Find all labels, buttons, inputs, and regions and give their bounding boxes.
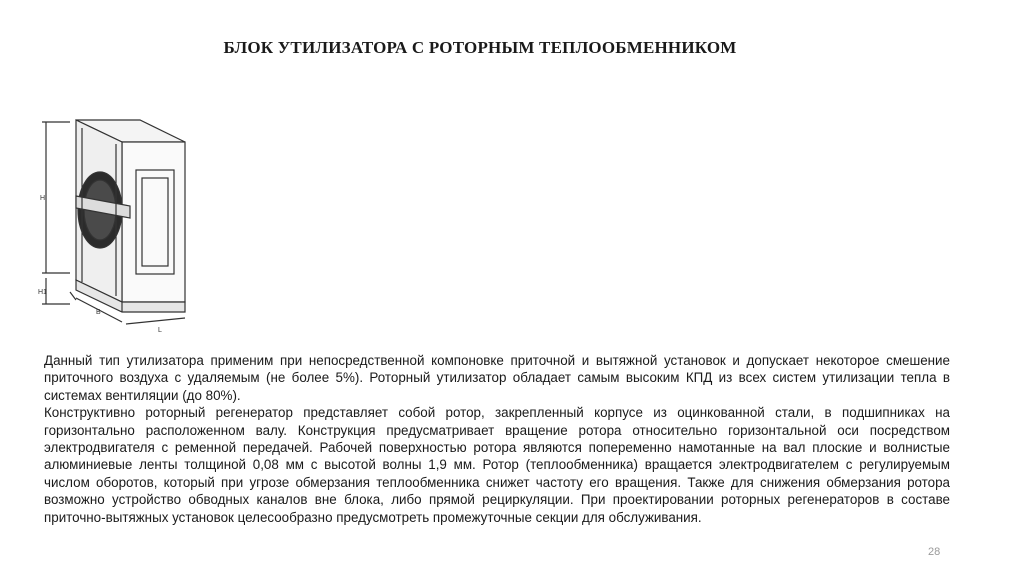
body-text [44, 352, 950, 526]
dimension-label-b: B [96, 309, 101, 316]
page-number: 28 [928, 546, 941, 558]
dimension-label-l: L [158, 327, 162, 334]
dimension-label-h: H [40, 195, 46, 202]
rotary-heat-exchanger-drawing [30, 108, 210, 338]
paragraph: Данный тип утилизатора применим при непосредственной компоновке приточной и вытяжной установок и допускает некоторое смешение приточного воздуха с удаляемым (не более 5%). Роторный утилизатор обладает самым высоким КПД из всех систем утилизации тепла в системах вентиляции (до 80%). [44, 353, 950, 403]
paragraph: Конструктивно роторный регенератор представляет собой ротор, закрепленный корпусе из оцинкованной стали, в подшипниках на горизонтально расположенном валу. Конструкция предусматривает вращение ротора относительно горизонтальной оси посредством электродвигателя с ременной передачей. Рабочей поверхностью ротора являются попеременно намотанные на вал плоские и волнистые алюминиевые ленты толщиной 0,08 мм с высотой волны 1,9 мм. Ротор (теплообменника) вращается электродвигателем с регулируемым числом оборотов, который при угрозе обмерзания теплообменника снижет частоту его вращения. Также для снижения обмерзания ротора возможно устройство обводных каналов вне блока, либо прямой рециркуляции. При проектировании роторных регенераторов в составе приточно-вытяжных установок целесообразно предусмотреть промежуточные секции для обслуживания. [44, 405, 950, 525]
dimension-label-h1: H1 [38, 289, 47, 296]
page-title: БЛОК УТИЛИЗАТОРА С РОТОРНЫМ ТЕПЛООБМЕННИКОМ [223, 38, 737, 57]
